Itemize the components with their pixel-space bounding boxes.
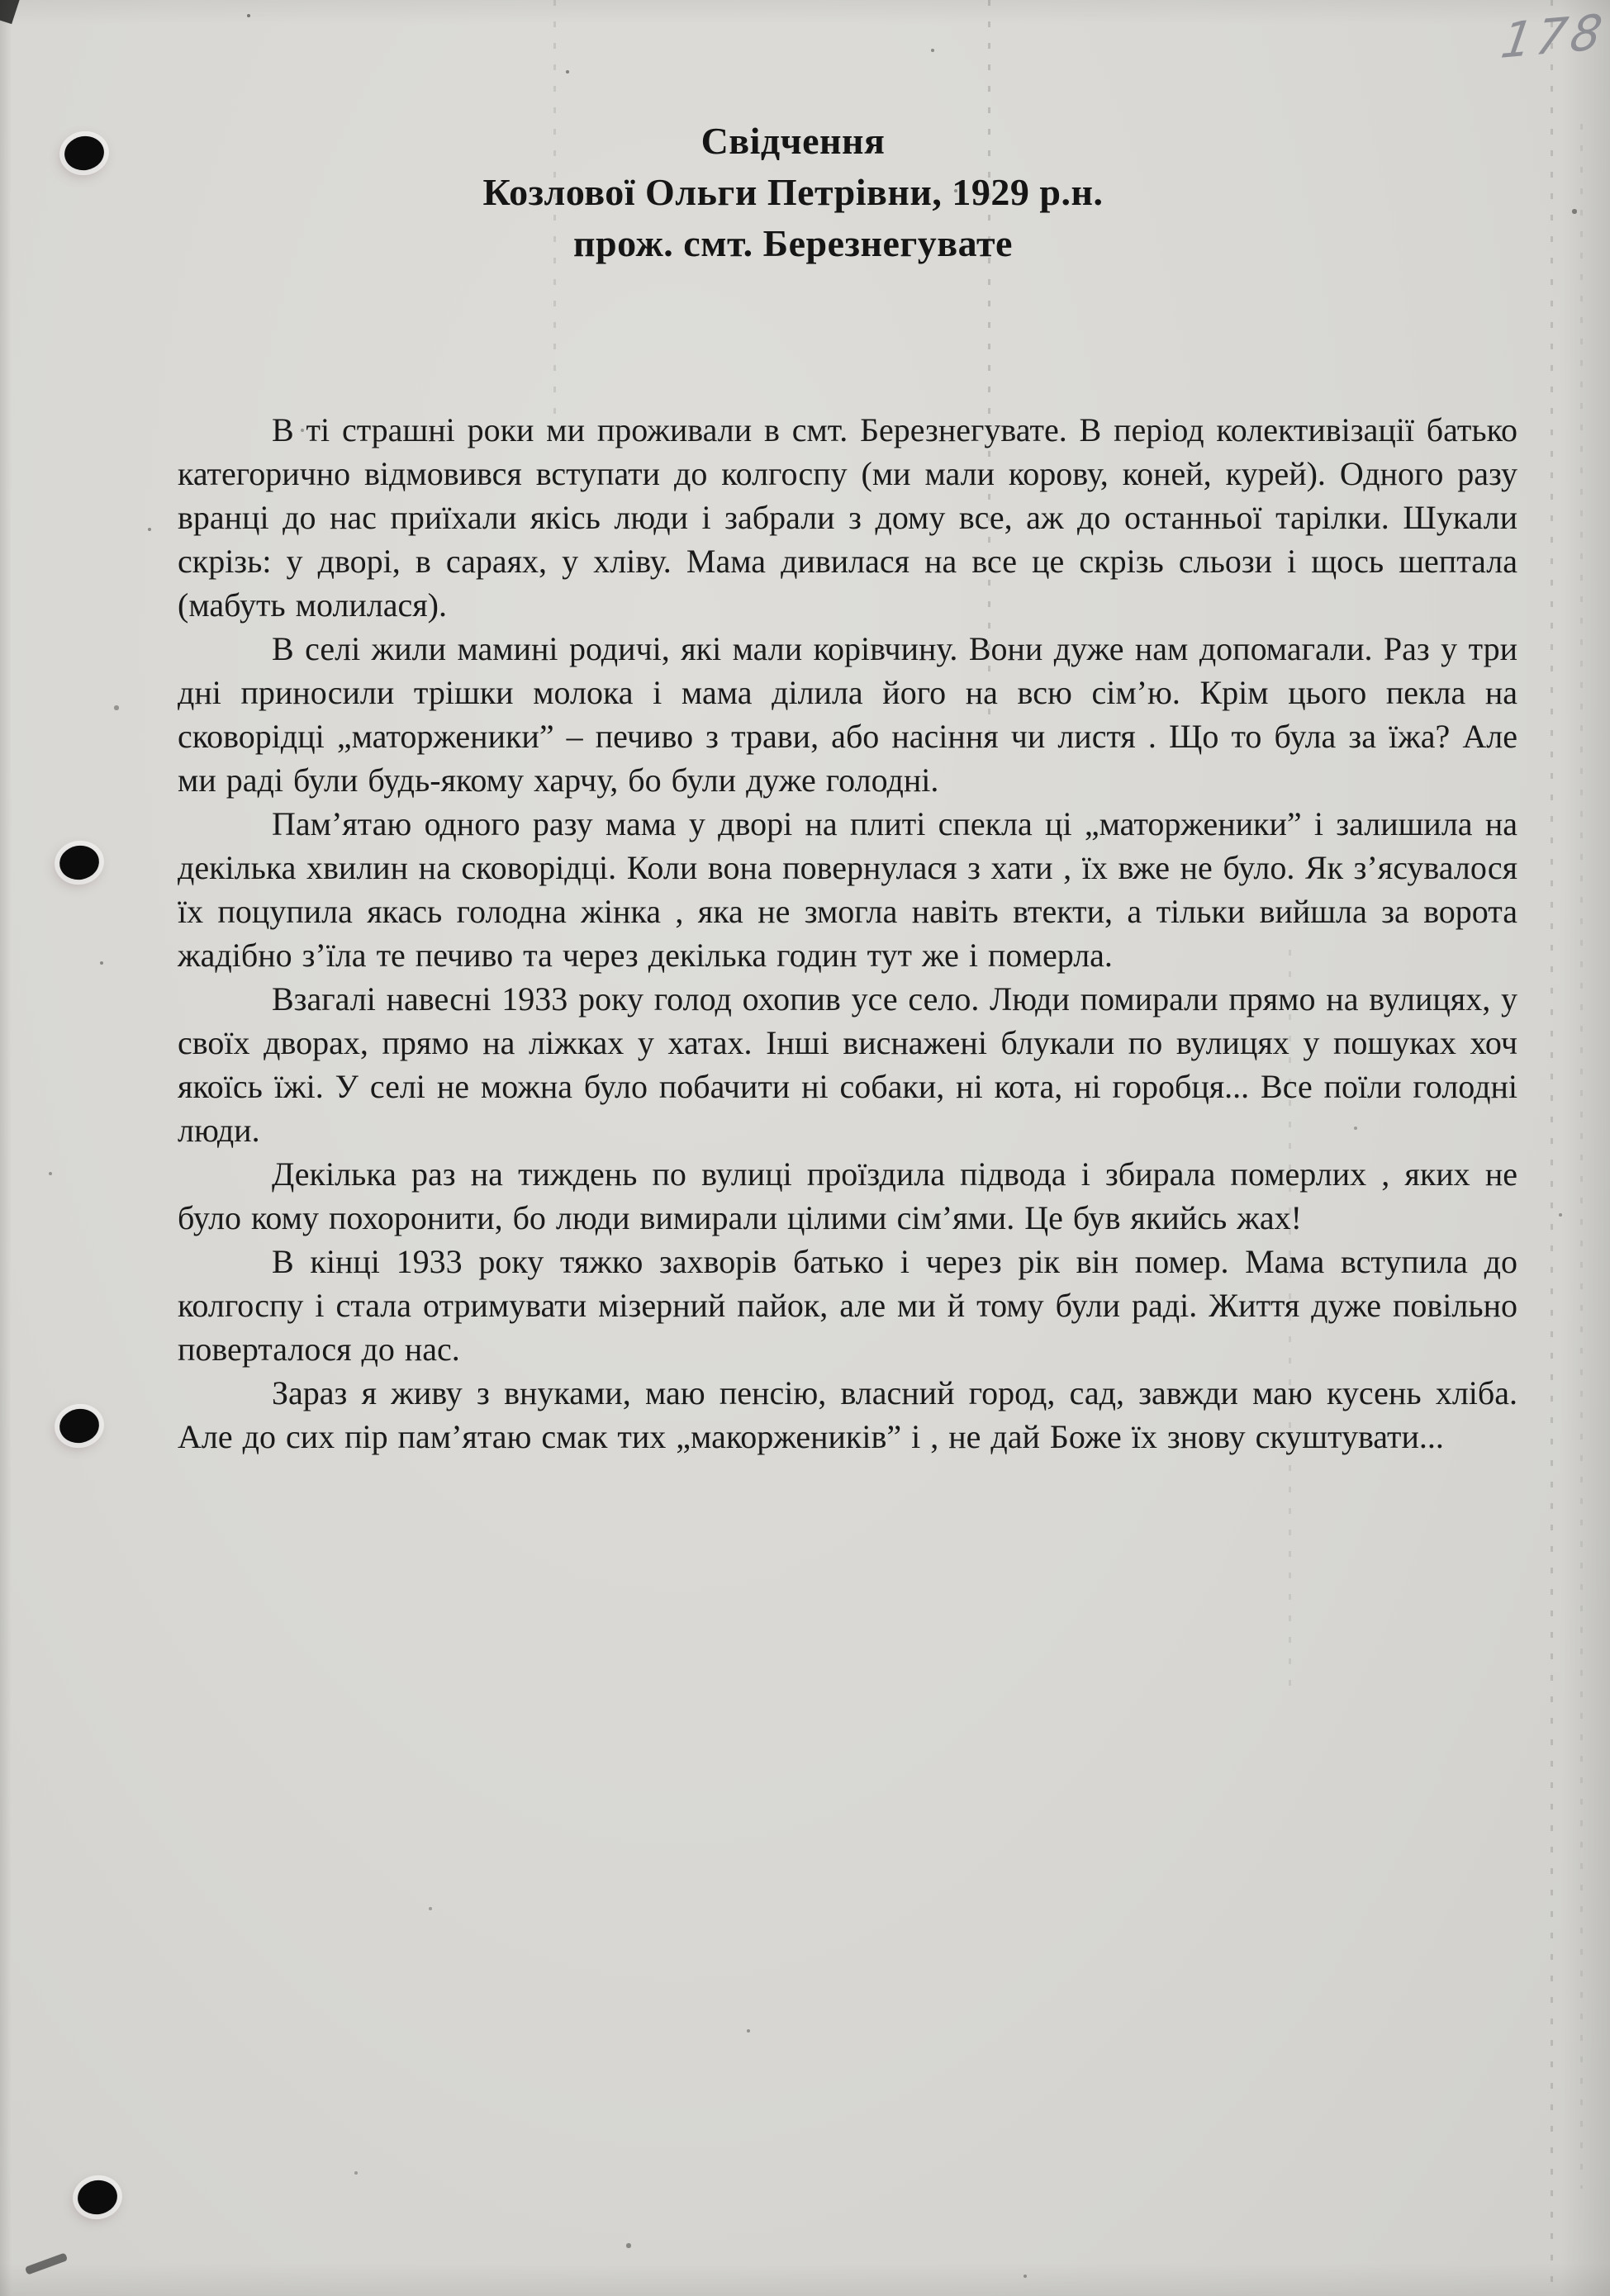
paper-crease-line: [1580, 124, 1583, 2189]
paragraph: Пам’ятаю одного разу мама у дворі на плиті спекла ці „маторженики” і залишила на декілька хвилин на сковорідці. Коли вона повернулася з хати , їх вже не було. Як з’ясувалося їх поцупила якась голодна жінка , яка не змогла навіть втекти, а тільки вийшла за ворота жадібно з’їла те печиво та через декілька годин тут же і померла.: [178, 805, 1517, 974]
paper-crease-line: [1551, 0, 1553, 2296]
punch-hole: [75, 2177, 120, 2218]
title-line-witness-name: Козлової Ольги Петрівни, 1929 р.н.: [482, 171, 1104, 213]
punch-hole: [57, 1406, 102, 1446]
paragraph: В селі жили мамині родичі, які мали корівчину. Вони дуже нам допомагали. Раз у три дні приносили трішки молока і мама ділила його на всю сім’ю. Крім цього пекла на сковорідці „маторженики” – печиво з трави, або насіння чи листя . Що то була за їжа? Але ми раді були будь-якому харчу, бо були дуже голодні.: [178, 630, 1517, 799]
handwritten-page-number: 178: [1497, 2, 1610, 70]
paragraph: Зараз я живу з внуками, маю пенсію, власний город, сад, завжди маю кусень хліба. Але до сих пір пам’ятаю смак тих „макоржеників” і , не дай Боже їх знову скуштувати...: [178, 1374, 1517, 1455]
paragraph: Взагалі навесні 1933 року голод охопив усе село. Люди помирали прямо на вулицях, у своїх дворах, прямо на ліжках у хатах. Інші виснажені блукали по вулицях у пошуках хоч якоїсь їжі. У селі не можна було побачити ні собаки, ні кота, ні горобця... Все поїли голодні люди.: [178, 980, 1517, 1149]
title-line-residence: прож. смт. Березнегувате: [573, 222, 1013, 264]
paragraph: В кінці 1933 року тяжко захворів батько і через рік він помер. Мама вступила до колгоспу і стала отримувати мізерний пайок, але ми й тому були раді. Життя дуже повільно поверталося до нас.: [178, 1243, 1517, 1368]
punch-hole: [57, 842, 102, 883]
punch-hole: [62, 133, 107, 173]
scan-speckles: [0, 0, 2, 2]
paragraph: Декілька раз на тиждень по вулиці проїздила підвода і збирала померлих , яких не було кому похоронити, бо люди вимирали цілими сім’ями. Це був якийсь жах!: [178, 1155, 1517, 1236]
scan-corner-mark: [25, 2252, 68, 2275]
title-line-document-type: Свідчення: [701, 120, 886, 162]
paragraph: В ті страшні роки ми проживали в смт. Березнегувате. В період колективізації батько категорично відмовився вступати до колгоспу (ми мали корову, коней, курей). Одного разу вранці до нас приїхали якісь люди і забрали з дому все, аж до останньої тарілки. Шукали скрізь: у дворі, в сараях, у хліву. Мама дивилася на все це скрізь сльози і щось шептала (мабуть молилася).: [178, 411, 1517, 624]
document-title: [107, 116, 1479, 269]
scan-corner-mark: [0, 0, 21, 24]
document-body-text: [178, 408, 1517, 1459]
